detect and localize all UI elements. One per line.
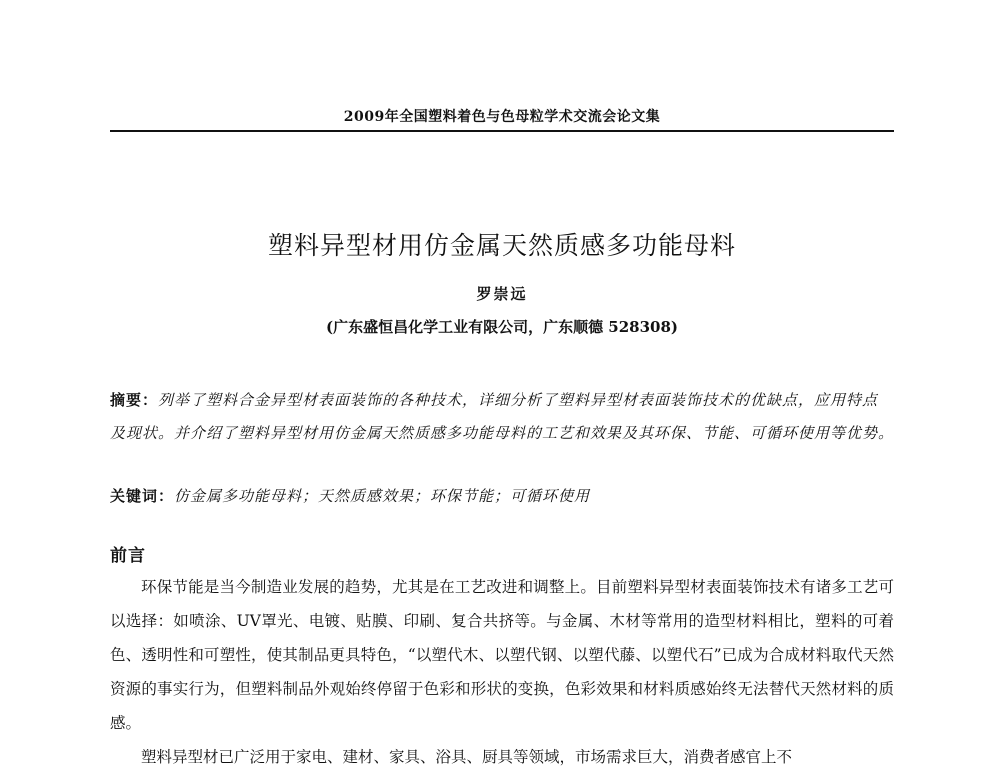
keywords bbox=[110, 481, 894, 511]
section-heading-preface: 前言 bbox=[110, 546, 146, 566]
body-paragraph: 环保节能是当今制造业发展的趋势，尤其是在工艺改进和调整上。目前塑料异型材表面装饰技术有诸多工艺可以选择：如喷涂、UV罩光、电镀、贴膜、印刷、复合共挤等。与金属、木材等常用的造型材料相比，塑料的可着色、透明性和可塑性，使其制品更具特色，“以塑代木、以塑代钢、以塑代藤、以塑代石”已成为合成材料取代天然资源的事实行为，但塑料制品外观始终停留于色彩和形状的变换，色彩效果和材料质感始终无法替代天然材料的质感。 bbox=[110, 578, 894, 732]
author-name: 罗崇远 bbox=[476, 285, 528, 303]
keywords-text: 仿金属多功能母料；天然质感效果；环保节能；可循环使用 bbox=[174, 487, 591, 505]
keywords-label: 关键词： bbox=[110, 487, 175, 505]
section-body-preface bbox=[110, 570, 894, 774]
paper-title: 塑料异型材用仿金属天然质感多功能母料 bbox=[267, 231, 736, 260]
abstract-text: 列举了塑料合金异型材表面装饰的各种技术，详细分析了塑料异型材表面装饰技术的优缺点，应用特点及现状。并介绍了塑料异型材用仿金属天然质感多功能母料的工艺和效果及其环保、节能、可循环使用等优势。 bbox=[110, 391, 895, 442]
author-affiliation: (广东盛恒昌化学工业有限公司，广东顺德 528308) bbox=[325, 318, 679, 336]
body-paragraph: 塑料异型材已广泛用于家电、建材、家具、浴具、厨具等领域，市场需求巨大，消费者感官上不 bbox=[141, 748, 793, 766]
abstract bbox=[110, 384, 894, 450]
header-rule bbox=[110, 130, 894, 132]
abstract-label: 摘要： bbox=[110, 391, 159, 409]
running-header: 2009年全国塑料着色与色母粒学术交流会论文集 bbox=[343, 109, 661, 125]
